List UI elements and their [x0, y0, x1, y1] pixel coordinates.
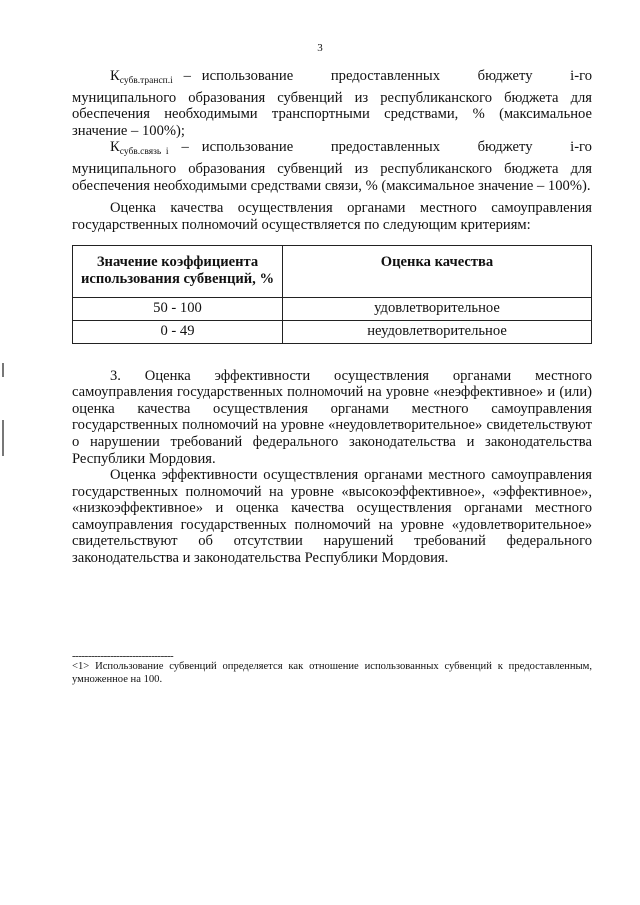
definition-first-line — [72, 68, 592, 90]
table-cell-quality: удовлетворительное — [283, 297, 592, 320]
definition-transport — [72, 68, 592, 139]
table-row — [73, 320, 592, 343]
criteria-intro: Оценка качества осуществления органами местного самоуправления государственных полномочий осуществляется по следующим критериям: — [72, 200, 592, 233]
table-cell-range: 0 - 49 — [73, 320, 283, 343]
table-header-row — [73, 246, 592, 297]
page-number: 3 — [317, 42, 323, 54]
definition-lead: использование предоставленных бюджету i-го — [201, 139, 592, 156]
definition-lead: использование предоставленных бюджету i-го — [201, 68, 592, 84]
column-header-coefficient: Значение коэффициента использования субвенций, % — [73, 246, 283, 297]
definition-dash: – — [183, 68, 191, 84]
scan-margin-mark — [2, 363, 4, 377]
footnote-separator: -------------------------------- — [72, 650, 174, 662]
coefficient-symbol: $К_{субв.связь i}$ — [110, 139, 169, 158]
scan-margin-mark — [2, 420, 4, 456]
definition-text: муниципального образования субвенций из республиканского бюджета для обеспечения необходимыми транспортными средствами, % (максимальное значение – 100%); — [72, 89, 592, 139]
coefficient-symbol: $К_{субв.трансп.i}$ — [110, 68, 173, 86]
footnote: <1> Использование субвенций определяется как отношение использованных субвенций к предоставленным, умноженное на 100. — [72, 661, 592, 685]
table-row — [73, 297, 592, 320]
definition-communication — [72, 139, 592, 194]
column-header-quality: Оценка качества — [283, 246, 592, 297]
quality-criteria-table — [72, 245, 592, 343]
paragraph-effectiveness: Оценка эффективности осуществления органами местного самоуправления государственных полномочий на уровне «высокоэффективное», «эффективное», «низкоэффективное» и оценка качества осуществления органами местного самоуправления государственных полномочий на уровне «удовлетворительное» свидетельствуют об отсутствии нарушений требований федерального законодательства и законодательства Республики Мордовия. — [72, 467, 592, 567]
table-cell-range: 50 - 100 — [73, 297, 283, 320]
table-cell-quality: неудовлетворительное — [283, 320, 592, 343]
document-body — [72, 68, 592, 567]
paragraph-section-3: 3. Оценка эффективности осуществления органами местного самоуправления государственных полномочий на уровне «неэффективное» и (или) оценка качества осуществления органами местного самоуправления государственных полномочий на уровне «неудовлетворительное» свидетельствуют о нарушении требований федерального законодательства и законодательства Республики Мордовия. — [72, 367, 592, 467]
definition-text: муниципального образования субвенций из республиканского бюджета для обеспечения необходимыми средствами связи, % (максимальное значение – 100%). — [72, 160, 592, 194]
definition-first-line — [72, 139, 592, 161]
definition-dash: – — [181, 139, 189, 156]
